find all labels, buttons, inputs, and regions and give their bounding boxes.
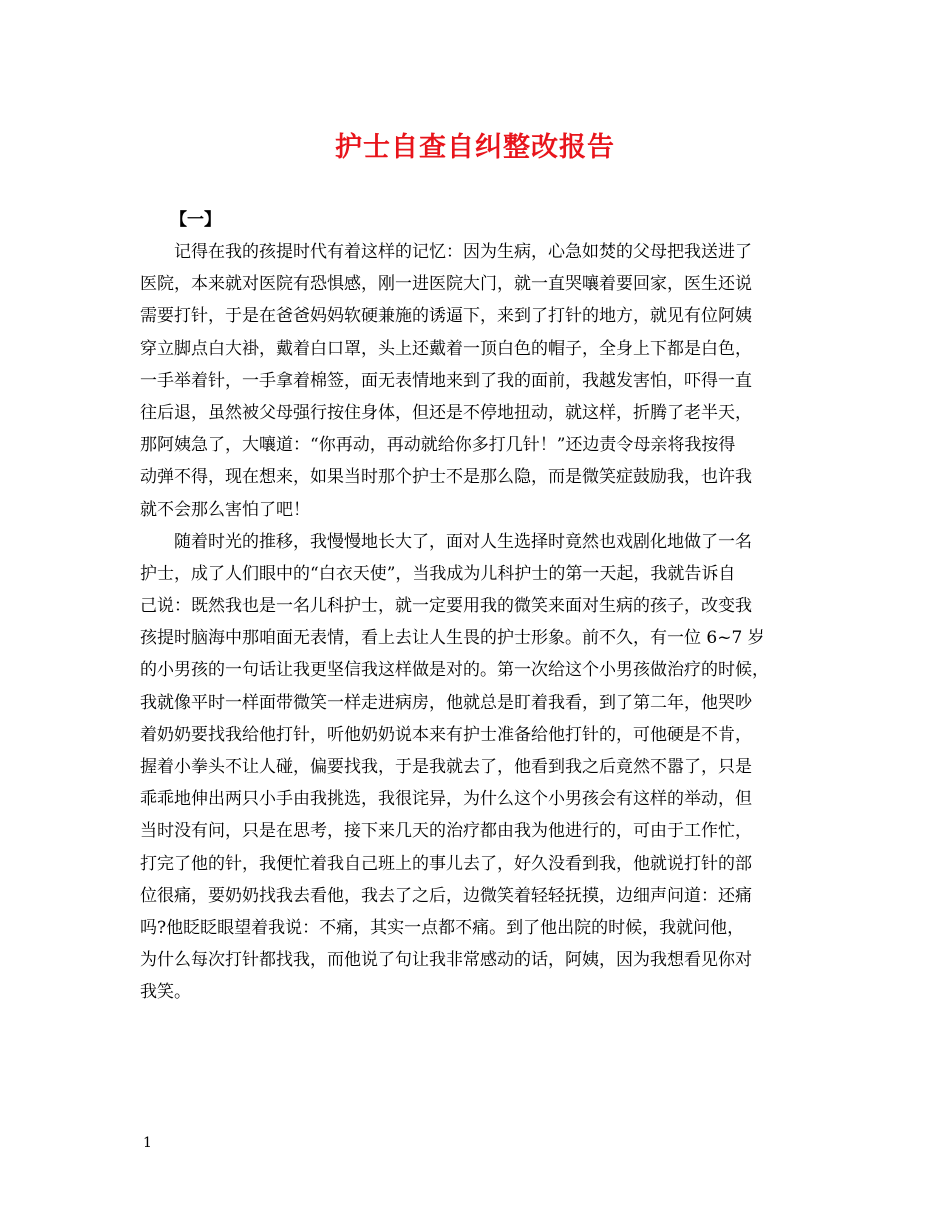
paragraph-line: 己说：既然我也是一名儿科护士，就一定要用我的微笑来面对生病的孩子，改变我	[140, 596, 752, 617]
paragraph-line: 着奶奶要找我给他打针，听他奶奶说本来有护士准备给他打针的，可他硬是不肯，	[140, 724, 752, 745]
page-title: 护士自查自纠整改报告	[335, 132, 615, 163]
paragraph-line: 当时没有问，只是在思考，接下来几天的治疗都由我为他进行的，可由于工作忙，	[140, 821, 752, 842]
body-text	[140, 236, 815, 1009]
paragraph-line: 穿立脚点白大褂，戴着白口罩，头上还戴着一顶白色的帽子，全身上下都是白色，	[140, 338, 752, 359]
paragraph-line: 往后退，虽然被父母强行按住身体，但还是不停地扭动，就这样，折腾了老半天，	[140, 402, 752, 423]
paragraph-line: 为什么每次打针都找我，而他说了句让我非常感动的话，阿姨，因为我想看见你对	[140, 950, 752, 971]
paragraph-line: 随着时光的推移，我慢慢地长大了，面对人生选择时竟然也戏剧化地做了一名	[174, 531, 752, 552]
paragraph-line: 位很痛，要奶奶找我去看他，我去了之后，边微笑着轻轻抚摸，边细声问道：还痛	[140, 885, 752, 906]
paragraph-line: 需要打针，于是在爸爸妈妈软硬兼施的诱逼下，来到了打针的地方，就见有位阿姨	[140, 306, 752, 327]
paragraph-line: 孩提时脑海中那咱面无表情，看上去让人生畏的护士形象。前不久，有一位 6~7 岁	[140, 628, 765, 649]
paragraph	[140, 236, 815, 526]
paragraph-line: 医院，本来就对医院有恐惧感，刚一进医院大门，就一直哭嚷着要回家，医生还说	[140, 274, 752, 295]
paragraph-line: 护士，成了人们眼中的“白衣天使”，当我成为儿科护士的第一天起，我就告诉自	[140, 563, 736, 584]
section-label: 【一】	[170, 210, 221, 230]
paragraph-line: 乖乖地伸出两只小手由我挑选，我很诧异，为什么这个小男孩会有这样的举动，但	[140, 789, 752, 810]
paragraph-line: 就不会那么害怕了吧！	[140, 499, 310, 520]
paragraph-line: 那阿姨急了，大嚷道：“你再动，再动就给你多打几针！”还边责令母亲将我按得	[140, 435, 736, 456]
paragraph-line: 打完了他的针，我便忙着我自己班上的事儿去了，好久没看到我，他就说打针的部	[140, 853, 752, 874]
paragraph-line: 的小男孩的一句话让我更坚信我这样做是对的。第一次给这个小男孩做治疗的时候，	[140, 660, 769, 681]
paragraph-line: 记得在我的孩提时代有着这样的记忆：因为生病，心急如焚的父母把我送进了	[174, 242, 752, 262]
paragraph-line: 动弹不得，现在想来，如果当时那个护士不是那么隐，而是微笑症鼓励我，也许我	[140, 467, 752, 488]
paragraph-line: 吗?他眨眨眼望着我说：不痛，其实一点都不痛。到了他出院的时候，我就问他，	[140, 917, 745, 938]
page-number: 1	[143, 1135, 152, 1151]
paragraph-line: 我笑。	[140, 982, 191, 1003]
paragraph-line: 一手举着针，一手拿着棉签，面无表情地来到了我的面前，我越发害怕，吓得一直	[140, 370, 752, 391]
paragraph	[140, 526, 815, 1009]
paragraph-line: 握着小拳头不让人碰，偏要找我，于是我就去了，他看到我之后竟然不嚣了，只是	[140, 757, 752, 777]
paragraph-line: 我就像平时一样面带微笑一样走进病房，他就总是盯着我看，到了第二年，他哭吵	[140, 692, 752, 713]
